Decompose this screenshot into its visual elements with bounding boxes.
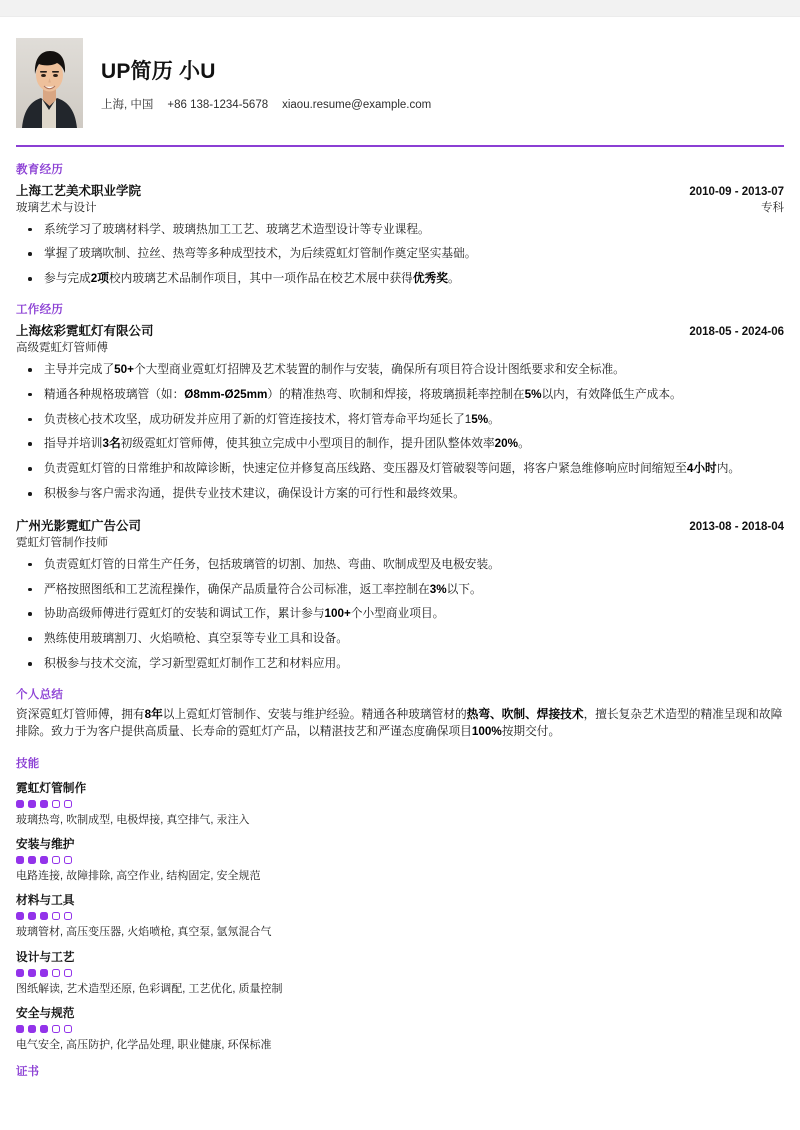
skill-dot-filled [28, 1025, 36, 1033]
education-degree: 专科 [761, 201, 784, 214]
education-date: 2010-09 - 2013-07 [689, 185, 784, 198]
list-item: 掌握了玻璃吹制、拉丝、热弯等多种成型技术，为后续霓虹灯管制作奠定坚实基础。 [16, 246, 784, 262]
section-title-summary: 个人总结 [16, 688, 64, 701]
work-entry [16, 321, 784, 502]
contact-email: xiaou.resume@example.com [282, 98, 432, 111]
skill-name: 设计与工艺 [16, 950, 75, 964]
skill-name: 安装与维护 [16, 838, 75, 852]
list-item: 主导并完成了50+个大型商业霓虹灯招牌及艺术装置的制作与安装，确保所有项目符合设计图纸要求和安全标准。 [16, 362, 784, 378]
top-gray-band [0, 0, 800, 17]
list-item: 熟练使用玻璃割刀、火焰喷枪、真空泵等专业工具和设备。 [16, 631, 784, 647]
education-entry-subheader [16, 199, 784, 215]
skill-name: 材料与工具 [16, 894, 75, 908]
section-title-next-cutoff: 证书 [16, 1066, 39, 1079]
skill-dot-empty [64, 912, 72, 920]
list-item: 协助高级师傅进行霓虹灯的安装和调试工作，累计参与100+个小型商业项目。 [16, 606, 784, 622]
contact-location: 上海, 中国 [101, 98, 154, 111]
skill-rating-dots [16, 800, 784, 808]
skill-dot-empty [64, 856, 72, 864]
list-item: 积极参与技术交流，学习新型霓虹灯制作工艺和材料应用。 [16, 656, 784, 672]
skill-rating-dots [16, 856, 784, 864]
list-item: 负责核心技术攻坚，成功研发并应用了新的灯管连接技术，将灯管寿命平均延长了15%。 [16, 412, 784, 428]
summary-text: 资深霓虹灯管师傅，拥有8年以上霓虹灯管制作、安装与维护经验。精通各种玻璃管材的热弯、吹制、焊接技术，擅长复杂艺术造型的精准呈现和故障排除。致力于为客户提供高质量、长寿命的霓虹灯产品，以精湛技艺和严谨态度确保项目100%按期交付。 [16, 707, 783, 739]
education-entry [16, 181, 784, 287]
skill-group [16, 780, 784, 827]
skill-items: 玻璃热弯, 吹制成型, 电极焊接, 真空排气, 汞注入 [16, 813, 250, 826]
skill-dot-filled [16, 800, 24, 808]
section-summary [16, 686, 784, 741]
work-company: 广州光影霓虹广告公司 [16, 518, 142, 533]
skill-dot-empty [52, 969, 60, 977]
list-item: 严格按照图纸和工艺流程操作，确保产品质量符合公司标准，返工率控制在3%以下。 [16, 582, 784, 598]
skill-group [16, 892, 784, 939]
portrait-photo-icon [16, 38, 83, 128]
skill-dot-empty [64, 969, 72, 977]
section-title-skills: 技能 [16, 757, 40, 770]
avatar [16, 38, 83, 128]
skill-name: 安全与规范 [16, 1007, 75, 1021]
section-work [16, 301, 784, 672]
skill-dot-empty [52, 856, 60, 864]
skill-name: 霓虹灯管制作 [16, 781, 87, 795]
skill-dot-empty [52, 912, 60, 920]
skill-dot-empty [64, 800, 72, 808]
skill-dot-filled [28, 912, 36, 920]
skill-dot-filled [40, 912, 48, 920]
work-role: 霓虹灯管制作技师 [16, 536, 108, 549]
section-education [16, 161, 784, 287]
skill-dot-filled [16, 1025, 24, 1033]
skill-dot-filled [28, 969, 36, 977]
section-skills [16, 755, 784, 1052]
work-entry [16, 516, 784, 672]
list-item: 参与完成2项校内玻璃艺术品制作项目，其中一项作品在校艺术展中获得优秀奖。 [16, 271, 784, 287]
skill-items: 图纸解读, 艺术造型还原, 色彩调配, 工艺优化, 质量控制 [16, 982, 283, 995]
education-bullets [16, 222, 784, 287]
list-item: 指导并培训3名初级霓虹灯管师傅，使其独立完成中小型项目的制作，提升团队整体效率20%。 [16, 436, 784, 452]
skill-dot-filled [16, 856, 24, 864]
skill-group [16, 1005, 784, 1052]
skill-group [16, 949, 784, 996]
skill-dot-empty [52, 800, 60, 808]
resume-header [16, 17, 784, 142]
identity-block [101, 55, 431, 112]
work-entry-header [16, 516, 784, 534]
work-bullets [16, 362, 784, 502]
skill-dot-filled [40, 856, 48, 864]
work-entry-header [16, 321, 784, 339]
education-school: 上海工艺美术职业学院 [16, 183, 142, 198]
work-company: 上海炫彩霓虹灯有限公司 [16, 323, 154, 338]
list-item: 系统学习了玻璃材料学、玻璃热加工工艺、玻璃艺术造型设计等专业课程。 [16, 222, 784, 238]
skill-items: 电路连接, 故障排除, 高空作业, 结构固定, 安全规范 [16, 870, 261, 883]
skill-rating-dots [16, 912, 784, 920]
skill-items: 玻璃管材, 高压变压器, 火焰喷枪, 真空泵, 氩氖混合气 [16, 926, 272, 939]
work-role: 高级霓虹灯管师傅 [16, 341, 108, 354]
section-title-work: 工作经历 [16, 303, 64, 316]
skill-dot-filled [28, 856, 36, 864]
skill-items: 电气安全, 高压防护, 化学品处理, 职业健康, 环保标准 [16, 1039, 272, 1052]
education-major: 玻璃艺术与设计 [16, 201, 97, 214]
list-item: 负责霓虹灯管的日常生产任务，包括玻璃管的切割、加热、弯曲、吹制成型及电极安装。 [16, 557, 784, 573]
skill-dot-filled [40, 1025, 48, 1033]
page-title: UP简历 小U [101, 59, 216, 83]
contact-line [101, 96, 431, 112]
skill-dot-empty [52, 1025, 60, 1033]
skill-dot-filled [28, 800, 36, 808]
skill-dot-filled [16, 912, 24, 920]
work-date: 2013-08 - 2018-04 [689, 520, 784, 533]
skill-group [16, 836, 784, 883]
list-item: 精通各种规格玻璃管（如：Ø8mm-Ø25mm）的精准热弯、吹制和焊接，将玻璃损耗率控制在5%以内，有效降低生产成本。 [16, 387, 784, 403]
list-item: 积极参与客户需求沟通，提供专业技术建议，确保设计方案的可行性和最终效果。 [16, 486, 784, 502]
list-item: 负责霓虹灯管的日常维护和故障诊断，快速定位并修复高压线路、变压器及灯管破裂等问题，将客户紧急维修响应时间缩短至4小时内。 [16, 461, 784, 477]
work-date: 2018-05 - 2024-06 [689, 325, 784, 338]
education-entry-header [16, 181, 784, 199]
header-divider [16, 145, 784, 147]
skill-rating-dots [16, 969, 784, 977]
skill-rating-dots [16, 1025, 784, 1033]
skill-dot-filled [40, 969, 48, 977]
contact-phone: +86 138-1234-5678 [167, 98, 269, 111]
skill-dot-empty [64, 1025, 72, 1033]
skill-dot-filled [40, 800, 48, 808]
resume-content [0, 17, 800, 1079]
skill-dot-filled [16, 969, 24, 977]
work-bullets [16, 557, 784, 672]
work-entry-subheader [16, 339, 784, 355]
work-entry-subheader [16, 534, 784, 550]
section-title-education: 教育经历 [16, 163, 64, 176]
